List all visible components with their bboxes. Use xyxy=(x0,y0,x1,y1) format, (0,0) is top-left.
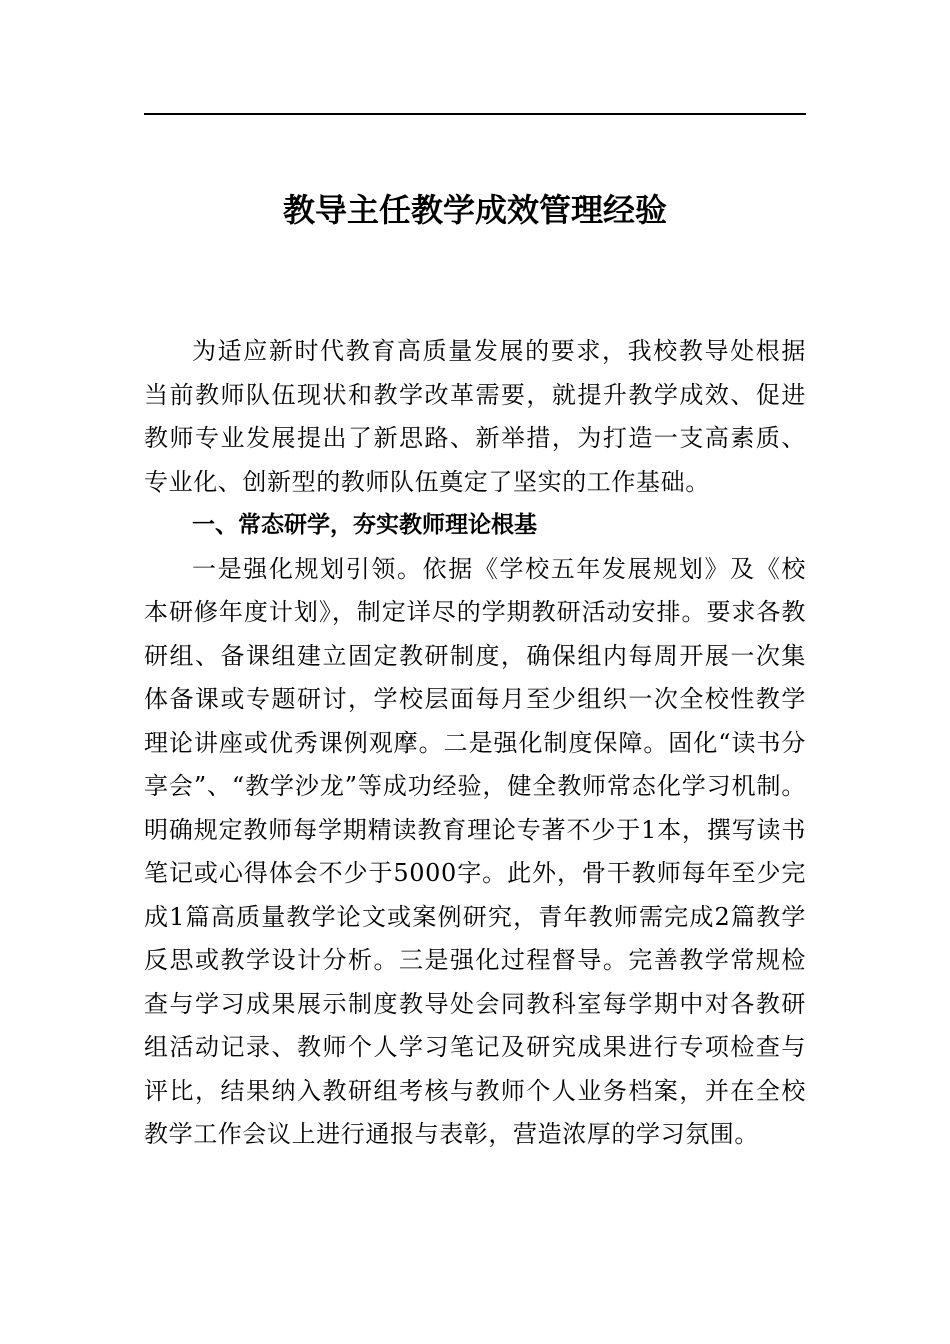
document-body xyxy=(144,330,806,1157)
header-rule xyxy=(144,113,806,115)
section-paragraph-1: 一是强化规划引领。依据《学校五年发展规划》及《校本研修年度计划》，制定详尽的学期教研活动安排。要求各教研组、备课组建立固定教研制度，确保组内每周开展一次集体备课或专题研讨，学校层面每月至少组织一次全校性教学理论讲座或优秀课例观摩。二是强化制度保障。固化“读书分享会”、“教学沙龙”等成功经验，健全教师常态化学习机制。明确规定教师每学期精读教育理论专著不少于1本，撰写读书笔记或心得体会不少于5000字。此外，骨干教师每年至少完成1篇高质量教学论文或案例研究，青年教师需完成2篇教学反思或教学设计分析。三是强化过程督导。完善教学常规检查与学习成果展示制度教导处会同教科室每学期中对各教研组活动记录、教师个人学习笔记及研究成果进行专项检查与评比，结果纳入教研组考核与教师个人业务档案，并在全校教学工作会议上进行通报与表彰，营造浓厚的学习氛围。 xyxy=(144,554,806,1148)
intro-paragraph: 为适应新时代教育高质量发展的要求，我校教导处根据当前教师队伍现状和教学改革需要，就提升教学成效、促进教师专业发展提出了新思路、新举措，为打造一支高素质、专业化、创新型的教师队伍奠定了坚实的工作基础。 xyxy=(144,337,806,496)
document-title: 教导主任教学成效管理经验 xyxy=(282,191,667,229)
section-heading-1: 一、常态研学，夯实教师理论根基 xyxy=(192,512,537,538)
